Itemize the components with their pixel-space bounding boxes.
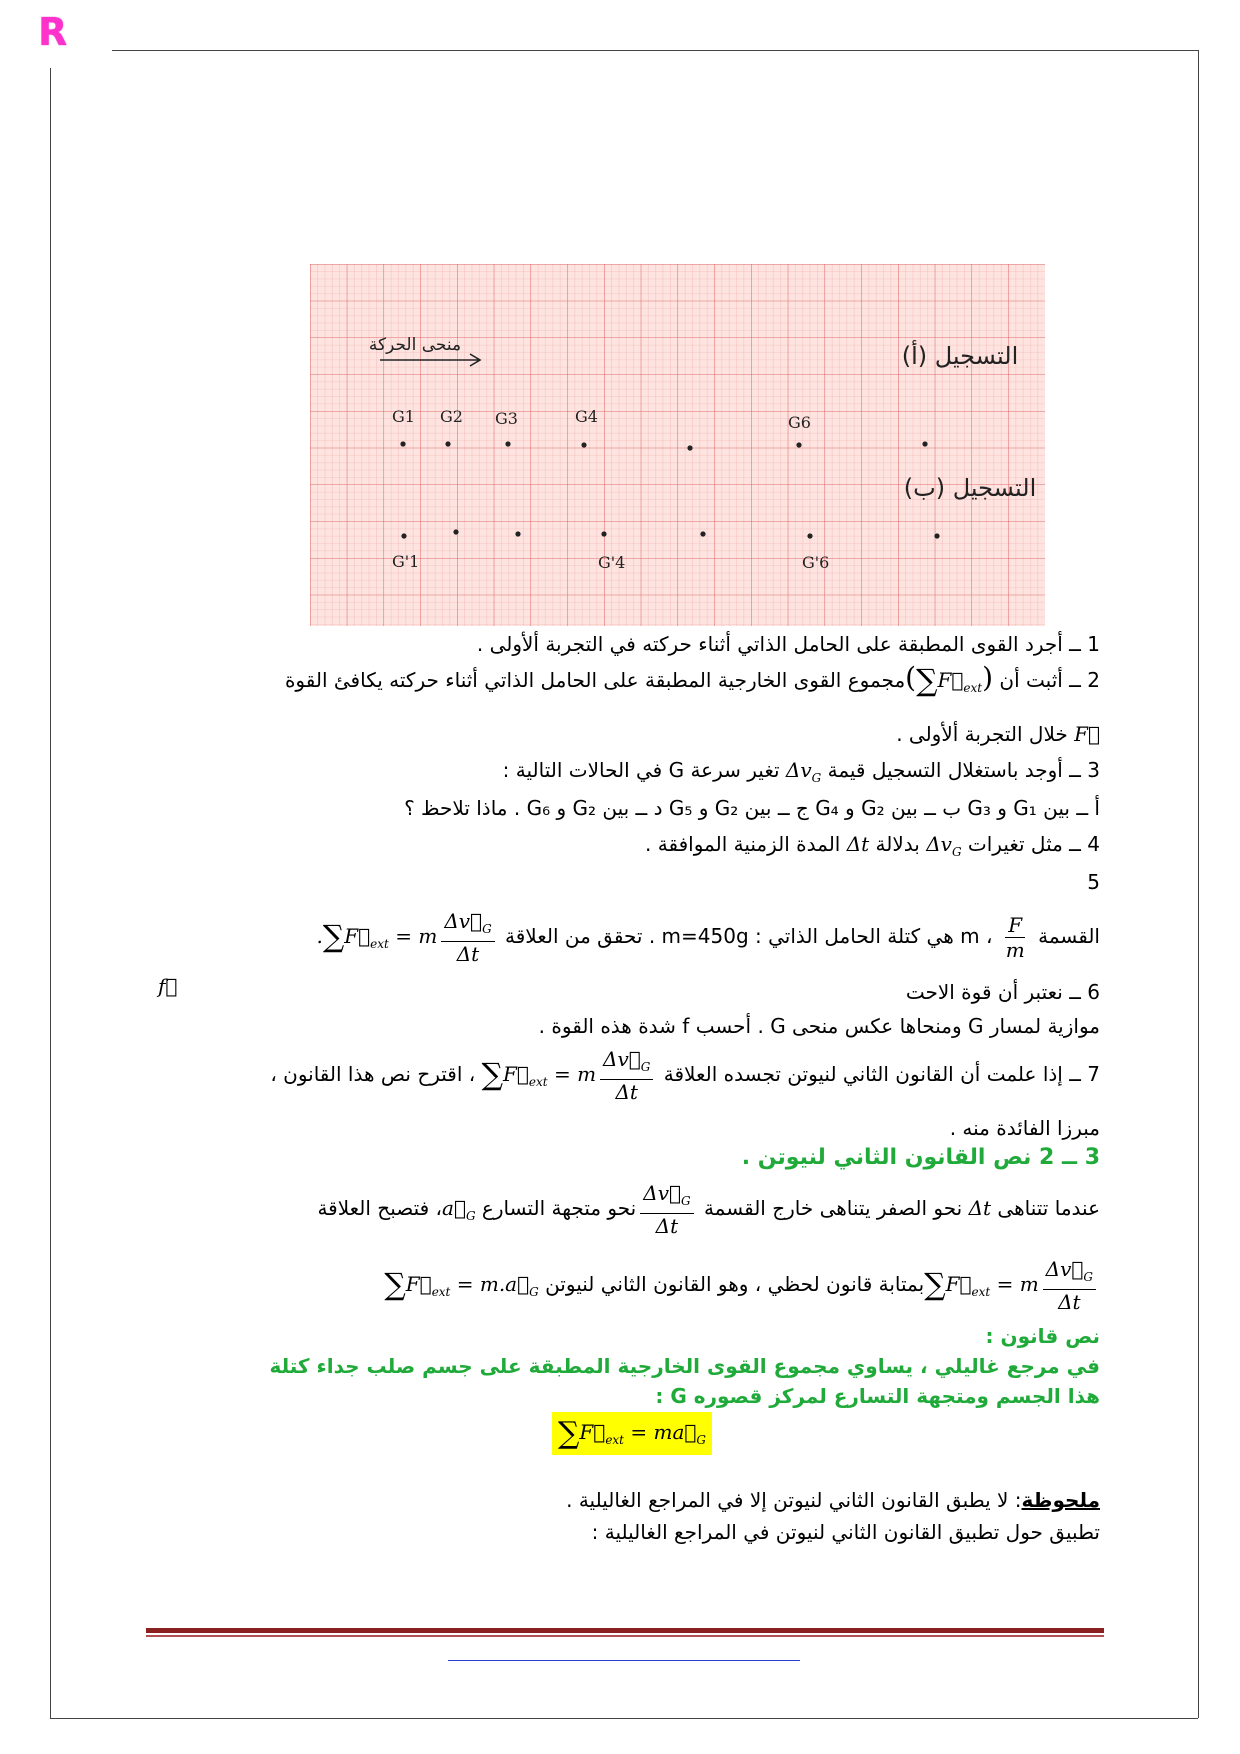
- newton-relation: $\sum F⃗_{ext} = m$ $\frac{\Delta v⃗_G}{\Delta t}$: [924, 1252, 1100, 1324]
- point-dot: [400, 441, 405, 446]
- question-3-intro: 3 ــ أوجد باستغلال التسجيل قيمة: [827, 758, 1100, 782]
- section-line-1-a: عندما تتناهى: [997, 1196, 1100, 1220]
- delta-v-g: $\Delta v_G$: [785, 758, 822, 785]
- page-border-right: [1198, 50, 1199, 1718]
- point-dot: [934, 533, 939, 538]
- point-dot: [687, 445, 692, 450]
- point-label: G4: [575, 407, 598, 426]
- point-label: G'4: [598, 553, 626, 572]
- newton-law-highlighted: $\sum F⃗_{ext}$ = $ma⃗_G$: [552, 1412, 712, 1455]
- point-label: G6: [788, 413, 811, 432]
- graph-paper-figure: [310, 264, 1045, 626]
- note: [566, 1486, 1100, 1514]
- delta-v-over-delta-t: $\frac{\Delta v⃗_G}{\Delta t}$: [640, 1181, 693, 1238]
- delta-v-g: $\Delta v_G$: [926, 832, 962, 859]
- direction-label: منحى الحركة: [368, 335, 462, 355]
- point-dot: [505, 441, 510, 446]
- section-title: 3 ــ 2 نص القانون الثاني لنيوتن .: [741, 1145, 1100, 1170]
- question-5-body: ، m هي كتلة الحامل الذاتي : m=450g . تحقق من العلاقة: [505, 924, 993, 948]
- question-4-mid: بدلالة: [875, 832, 920, 856]
- question-4-intro: 4 ــ مثل تغيرات: [967, 832, 1100, 856]
- record-b-label: التسجيل (ب): [903, 474, 1037, 502]
- point-dot: [807, 533, 812, 538]
- record-a-label: التسجيل (أ): [901, 342, 1019, 370]
- newton-law-instant: $\sum F⃗_{ext}$ = $m.a⃗_G$: [384, 1267, 539, 1303]
- point-label: G'1: [392, 552, 420, 571]
- point-dot: [581, 442, 586, 447]
- law-label: نص قانون :: [985, 1324, 1100, 1348]
- question-7-intro: 7 ــ إذا علمت أن القانون الثاني لنيوتن تجسده العلاقة: [663, 1062, 1100, 1086]
- page-border-top: [112, 50, 1198, 51]
- question-3-body: تغير سرعة G في الحالات التالية :: [502, 758, 780, 782]
- point-dot: [601, 531, 606, 536]
- point-dot: [445, 441, 450, 446]
- delta-t: Δt: [846, 832, 870, 856]
- f-over-m: $\frac{F}{m}$: [1005, 913, 1025, 962]
- footer-link-line: [448, 1660, 800, 1661]
- note-label: ملحوظة: [1021, 1488, 1100, 1512]
- question-7-cont: مبرزا الفائدة منه .: [949, 1116, 1100, 1140]
- question-5-intro: القسمة: [1038, 924, 1100, 948]
- question-2-body: مجموع القوى الخارجية المطبقة على الحامل الذاتي أثناء حركته يكافئ القوة: [284, 668, 906, 692]
- question-7-body: ، اقترح نص هذا القانون ،: [270, 1062, 476, 1086]
- page-border-left: [50, 68, 51, 1718]
- question-6: 6 ــ نعتبر أن قوة الاحت: [905, 980, 1100, 1004]
- page-border-bottom: [50, 1718, 1198, 1719]
- point-dot: [401, 533, 406, 538]
- delta-t: Δt: [968, 1196, 992, 1220]
- newton-relation: $\sum F⃗_{ext} = m$ $\frac{\Delta v⃗_G}{\Delta t}$: [482, 1044, 658, 1112]
- acceleration-vector: $a⃗_G$: [442, 1196, 476, 1223]
- sum-fext-formula: $(\sum F⃗_{ext})$: [905, 661, 994, 699]
- question-2: [284, 661, 1100, 702]
- point-label: G'6: [802, 553, 830, 572]
- law-text-1: في مرجع غاليلي ، يساوي مجموع القوى الخارجية المطبقة على جسم صلب جداء كتلة: [269, 1354, 1100, 1378]
- footer-rule: [146, 1628, 1104, 1633]
- section-line-2: [384, 1252, 1100, 1324]
- section-line-2-text: بمتابة قانون لحظي ، وهو القانون الثاني لنيوتن: [545, 1272, 925, 1296]
- section-line-1-c: نحو متجهة التسارع: [481, 1196, 637, 1220]
- newton-relation: $.\sum F⃗_{ext} = m$ $\frac{\Delta v⃗_G}{\Delta t}$: [317, 906, 499, 974]
- question-1: 1 ــ أجرد القوى المطبقة على الحامل الذاتي أثناء حركته في التجربة ألأولى .: [476, 632, 1100, 656]
- question-3: [503, 756, 1100, 792]
- point-dot: [515, 531, 520, 536]
- section-line-1-d: ، فتصبح العلاقة: [317, 1196, 443, 1220]
- question-3-cases: أ ــ بين G₁ و G₃ ب ــ بين G₂ و G₄ ج ــ بين G₂ و G₅ د ــ بين G₂ و G₆ . ماذا تلاحظ ؟: [404, 796, 1100, 820]
- question-2-intro: 2 ــ أثبت أن: [999, 668, 1100, 692]
- question-4-end: المدة الزمنية الموافقة .: [645, 832, 841, 856]
- note-text: : لا يطبق القانون الثاني لنيوتن إلا في المراجع الغاليلية .: [566, 1488, 1022, 1512]
- question-2-cont: [896, 720, 1100, 748]
- question-7: [270, 1044, 1100, 1112]
- force-f-vector: F⃗: [1074, 722, 1100, 746]
- point-label: G2: [440, 407, 463, 426]
- question-2-end: خلال التجربة ألأولى .: [896, 722, 1068, 746]
- point-dot: [922, 441, 927, 446]
- question-5-number: 5: [1087, 870, 1100, 894]
- point-dot: [453, 529, 458, 534]
- friction-f-vector: f⃗: [158, 974, 178, 998]
- point-dot: [796, 442, 801, 447]
- question-5: [317, 906, 1101, 974]
- section-line-1: [317, 1176, 1100, 1248]
- point-label: G1: [392, 407, 415, 426]
- application-line: تطبيق حول تطبيق القانون الثاني لنيوتن في المراجع الغاليلية :: [591, 1520, 1100, 1544]
- point-dot: [700, 531, 705, 536]
- question-6-cont: موازية لمسار G ومنحاها عكس منحى G . أحسب f شدة هذه القوة .: [538, 1014, 1100, 1038]
- question-4: [645, 830, 1100, 866]
- point-label: G3: [495, 409, 518, 428]
- footer-rule-thin: [146, 1635, 1104, 1637]
- law-text-2: هذا الجسم ومتجهة التسارع لمركز قصوره G :: [655, 1384, 1100, 1408]
- logo: R: [38, 10, 68, 54]
- section-line-1-b: نحو الصفر يتناهى خارج القسمة: [703, 1196, 963, 1220]
